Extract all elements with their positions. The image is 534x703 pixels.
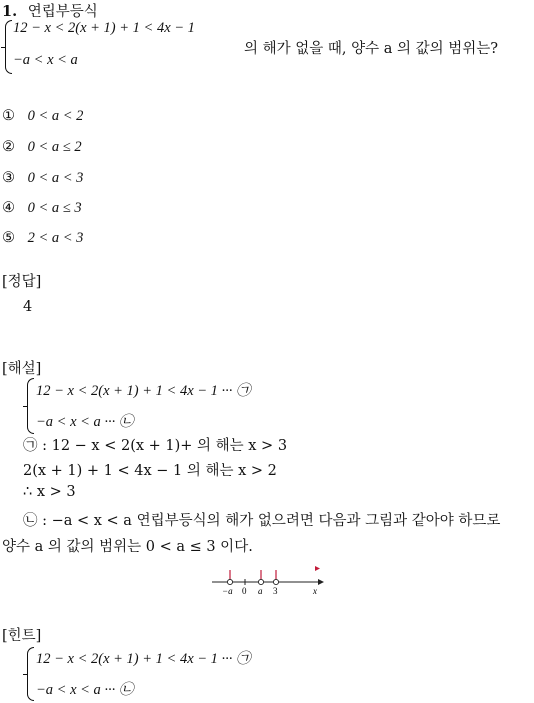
label-three: 3 (273, 586, 278, 596)
label-zero: 0 (242, 586, 247, 596)
answer-value: 4 (23, 299, 33, 315)
choice-5-mark: ⑤ (2, 230, 15, 246)
number-line-arrow (318, 579, 324, 585)
number-line-flag (315, 566, 320, 571)
hint-system-line2: −a < x < a ··· ㉡ (36, 682, 134, 698)
choice-4-mark: ④ (2, 200, 15, 216)
hint-heading: [힌트] (2, 628, 42, 644)
solution-system-brace (27, 378, 34, 434)
a-open-dot (258, 579, 263, 584)
problem-system-line1: 12 − x < 2(x + 1) + 1 < 4x − 1 (13, 20, 195, 36)
solution-system-line2: −a < x < a ··· ㉡ (36, 414, 134, 430)
choice-3-text: 0 < a < 3 (27, 170, 84, 186)
problem-title: 연립부등식 (27, 4, 98, 20)
label-x: x (313, 586, 317, 596)
solution-heading: [해설] (2, 361, 42, 377)
choice-5[interactable] (2, 230, 83, 247)
label-neg-a: −a (222, 586, 233, 596)
solution-step-1: ㉠ : 12 − x < 2(x + 1)+ 의 해는 x > 3 (23, 438, 288, 454)
choice-3[interactable] (2, 170, 83, 187)
choice-1-text: 0 < a < 2 (27, 108, 84, 124)
hint-system-brace (27, 647, 34, 701)
choice-2[interactable] (2, 139, 82, 156)
problem-question: 의 해가 없을 때, 양수 a 의 값의 범위는? (244, 41, 498, 57)
answer-heading: [정답] (2, 274, 42, 290)
problem-number: 1. (2, 3, 18, 20)
hint-system-line1: 12 − x < 2(x + 1) + 1 < 4x − 1 ··· ㉠ (36, 651, 251, 667)
solution-step-3: ∴ x > 3 (23, 484, 76, 500)
choice-2-mark: ② (2, 139, 15, 155)
solution-conclusion: 양수 a 의 값의 범위는 0 < a ≤ 3 이다. (2, 539, 253, 555)
choice-4[interactable] (2, 200, 82, 217)
choice-5-text: 2 < a < 3 (27, 230, 84, 246)
choice-1-mark: ① (2, 108, 15, 124)
problem-system-line2: −a < x < a (13, 52, 78, 68)
problem-header (2, 0, 98, 21)
choice-2-text: 0 < a ≤ 2 (27, 139, 82, 155)
choice-1[interactable] (2, 108, 83, 125)
solution-step-4: ㉡ : −a < x < a 연립부등식의 해가 없으려면 다음과 그림과 같아야 하므로 (23, 513, 501, 529)
three-open-dot (273, 579, 278, 584)
choice-3-mark: ③ (2, 170, 15, 186)
label-a: a (258, 586, 263, 596)
solution-step-2: 2(x + 1) + 1 < 4x − 1 의 해는 x > 2 (23, 463, 277, 479)
problem-system-brace (5, 20, 12, 74)
number-line-figure (208, 562, 328, 598)
solution-system-line1: 12 − x < 2(x + 1) + 1 < 4x − 1 ··· ㉠ (36, 383, 251, 399)
neg-a-open-dot (227, 579, 232, 584)
choice-4-text: 0 < a ≤ 3 (27, 200, 82, 216)
